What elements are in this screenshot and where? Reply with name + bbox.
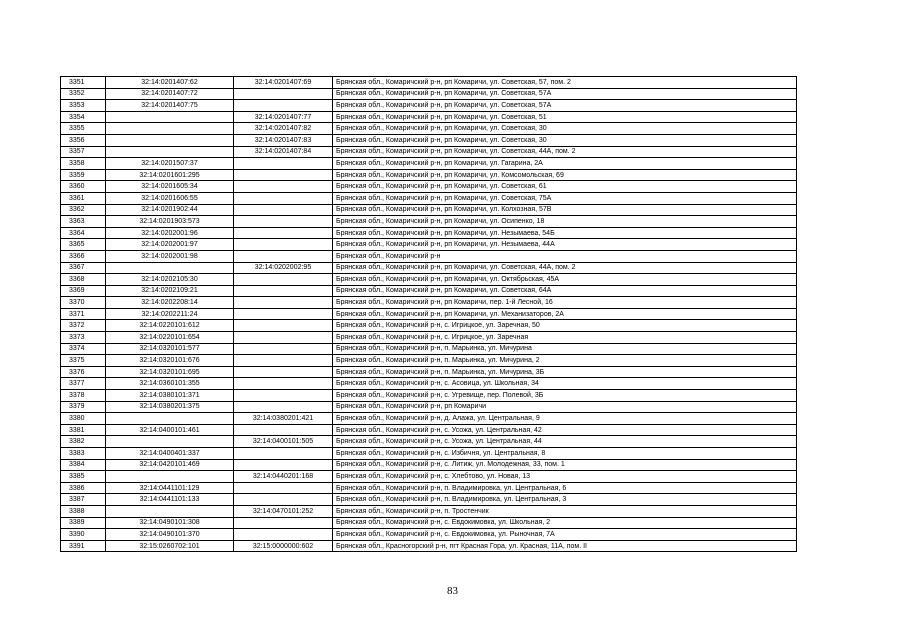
linked-cadastral-number-cell bbox=[234, 158, 333, 170]
cadastral-number-cell: 32:14:0201903:573 bbox=[106, 216, 234, 228]
address-cell: Брянская обл., Комаричский р-н, с. Угревище, пер. Полевой, 3Б bbox=[333, 390, 797, 402]
linked-cadastral-number-cell bbox=[234, 390, 333, 402]
table-row bbox=[61, 146, 797, 158]
linked-cadastral-number-cell bbox=[234, 274, 333, 286]
linked-cadastral-number-cell: 32:14:0201407:84 bbox=[234, 146, 333, 158]
row-number-cell: 3367 bbox=[61, 262, 106, 274]
cadastral-number-cell: 32:14:0400101:461 bbox=[106, 424, 234, 436]
cadastral-number-cell: 32:15:0260702:101 bbox=[106, 540, 234, 552]
cadastral-number-cell: 32:14:0202208:14 bbox=[106, 297, 234, 309]
row-number-cell: 3388 bbox=[61, 505, 106, 517]
table-row bbox=[61, 88, 797, 100]
address-cell: Брянская обл., Комаричский р-н, рп Комаричи, ул. Колхозная, 57В bbox=[333, 204, 797, 216]
cadastral-number-cell: 32:14:0201407:62 bbox=[106, 77, 234, 89]
row-number-cell: 3362 bbox=[61, 204, 106, 216]
cadastral-number-cell: 32:14:0360101:355 bbox=[106, 378, 234, 390]
table-row bbox=[61, 505, 797, 517]
address-cell: Брянская обл., Комаричский р-н, п. Марьинка, ул. Мичурина bbox=[333, 343, 797, 355]
address-cell: Брянская обл., Комаричский р-н, рп Комаричи, ул. Советская, 44А, пом. 2 bbox=[333, 262, 797, 274]
table-row bbox=[61, 378, 797, 390]
cadastral-number-cell bbox=[106, 134, 234, 146]
cadastral-number-cell: 32:14:0490101:308 bbox=[106, 517, 234, 529]
table-row bbox=[61, 262, 797, 274]
row-number-cell: 3372 bbox=[61, 320, 106, 332]
linked-cadastral-number-cell: 32:14:0440201:168 bbox=[234, 471, 333, 483]
table-row bbox=[61, 100, 797, 112]
cadastral-number-cell bbox=[106, 262, 234, 274]
cadastral-number-cell bbox=[106, 146, 234, 158]
address-cell: Брянская обл., Комаричский р-н, рп Комаричи, ул. Советская, 57, пом. 2 bbox=[333, 77, 797, 89]
address-cell: Брянская обл., Комаричский р-н, д. Алажа, ул. Центральная, 9 bbox=[333, 413, 797, 425]
row-number-cell: 3371 bbox=[61, 308, 106, 320]
cadastral-number-cell: 32:14:0201407:75 bbox=[106, 100, 234, 112]
address-cell: Брянская обл., Комаричский р-н, с. Избичня, ул. Центральная, 8 bbox=[333, 448, 797, 460]
linked-cadastral-number-cell bbox=[234, 424, 333, 436]
linked-cadastral-number-cell bbox=[234, 250, 333, 262]
table-row bbox=[61, 332, 797, 344]
row-number-cell: 3363 bbox=[61, 216, 106, 228]
linked-cadastral-number-cell bbox=[234, 494, 333, 506]
address-cell: Брянская обл., Комаричский р-н, рп Комаричи, ул. Советская, 57А bbox=[333, 100, 797, 112]
cadastral-number-cell: 32:14:0400401:337 bbox=[106, 448, 234, 460]
row-number-cell: 3377 bbox=[61, 378, 106, 390]
address-cell: Брянская обл., Комаричский р-н, с. Игрицкое, ул. Заречная bbox=[333, 332, 797, 344]
address-cell: Брянская обл., Комаричский р-н, с. Асовица, ул. Школьная, 34 bbox=[333, 378, 797, 390]
table-row bbox=[61, 424, 797, 436]
linked-cadastral-number-cell bbox=[234, 192, 333, 204]
address-cell: Брянская обл., Комаричский р-н, рп Комаричи, ул. Советская, 51 bbox=[333, 111, 797, 123]
cadastral-number-cell: 32:14:0490101:370 bbox=[106, 529, 234, 541]
table-row bbox=[61, 285, 797, 297]
cadastral-number-cell: 32:14:0201606:55 bbox=[106, 192, 234, 204]
linked-cadastral-number-cell bbox=[234, 169, 333, 181]
cadastral-number-cell: 32:14:0202001:97 bbox=[106, 239, 234, 251]
address-cell: Брянская обл., Комаричский р-н, с. Евдокимовка, ул. Рыночная, 7А bbox=[333, 529, 797, 541]
row-number-cell: 3376 bbox=[61, 366, 106, 378]
linked-cadastral-number-cell bbox=[234, 355, 333, 367]
row-number-cell: 3359 bbox=[61, 169, 106, 181]
table-row bbox=[61, 436, 797, 448]
row-number-cell: 3355 bbox=[61, 123, 106, 135]
cadastral-number-cell: 32:14:0320101:577 bbox=[106, 343, 234, 355]
row-number-cell: 3356 bbox=[61, 134, 106, 146]
cadastral-number-cell: 32:14:0380101:371 bbox=[106, 390, 234, 402]
row-number-cell: 3368 bbox=[61, 274, 106, 286]
linked-cadastral-number-cell bbox=[234, 227, 333, 239]
cadastral-number-cell: 32:14:0201605:34 bbox=[106, 181, 234, 193]
linked-cadastral-number-cell bbox=[234, 100, 333, 112]
address-cell: Брянская обл., Комаричский р-н, с. Хлебтово, ул. Новая, 13 bbox=[333, 471, 797, 483]
linked-cadastral-number-cell bbox=[234, 88, 333, 100]
address-cell: Брянская обл., Комаричский р-н bbox=[333, 250, 797, 262]
cadastral-number-cell: 32:14:0202109:21 bbox=[106, 285, 234, 297]
row-number-cell: 3387 bbox=[61, 494, 106, 506]
cadastral-number-cell bbox=[106, 436, 234, 448]
table-row bbox=[61, 366, 797, 378]
row-number-cell: 3369 bbox=[61, 285, 106, 297]
linked-cadastral-number-cell bbox=[234, 343, 333, 355]
table-row bbox=[61, 540, 797, 552]
linked-cadastral-number-cell: 32:14:0380201:421 bbox=[234, 413, 333, 425]
linked-cadastral-number-cell: 32:14:0470101:252 bbox=[234, 505, 333, 517]
cadastral-number-cell bbox=[106, 471, 234, 483]
table-row bbox=[61, 355, 797, 367]
cadastral-number-cell bbox=[106, 505, 234, 517]
address-cell: Брянская обл., Комаричский р-н, рп Комаричи, ул. Незымаева, 54Б bbox=[333, 227, 797, 239]
row-number-cell: 3378 bbox=[61, 390, 106, 402]
cadastral-number-cell: 32:14:0220101:654 bbox=[106, 332, 234, 344]
linked-cadastral-number-cell bbox=[234, 366, 333, 378]
row-number-cell: 3385 bbox=[61, 471, 106, 483]
page-number: 83 bbox=[447, 585, 458, 597]
table-row bbox=[61, 123, 797, 135]
address-cell: Брянская обл., Комаричский р-н, с. Литиж, ул. Молодежная, 33, пом. 1 bbox=[333, 459, 797, 471]
table-row bbox=[61, 239, 797, 251]
table-row bbox=[61, 169, 797, 181]
linked-cadastral-number-cell bbox=[234, 216, 333, 228]
address-cell: Брянская обл., Комаричский р-н, рп Комаричи, ул. Советская, 57А bbox=[333, 88, 797, 100]
address-cell: Брянская обл., Комаричский р-н, рп Комаричи, ул. Советская, 44А, пом. 2 bbox=[333, 146, 797, 158]
cadastral-number-cell bbox=[106, 123, 234, 135]
address-cell: Брянская обл., Комаричский р-н, рп Комаричи, ул. Механизаторов, 2А bbox=[333, 308, 797, 320]
linked-cadastral-number-cell: 32:14:0201407:69 bbox=[234, 77, 333, 89]
linked-cadastral-number-cell bbox=[234, 181, 333, 193]
linked-cadastral-number-cell bbox=[234, 401, 333, 413]
row-number-cell: 3358 bbox=[61, 158, 106, 170]
row-number-cell: 3381 bbox=[61, 424, 106, 436]
row-number-cell: 3374 bbox=[61, 343, 106, 355]
linked-cadastral-number-cell bbox=[234, 204, 333, 216]
linked-cadastral-number-cell bbox=[234, 448, 333, 460]
table-row bbox=[61, 204, 797, 216]
address-cell: Брянская обл., Комаричский р-н, с. Усожа, ул. Центральная, 42 bbox=[333, 424, 797, 436]
table-row bbox=[61, 216, 797, 228]
cadastral-number-cell: 32:14:0380201:375 bbox=[106, 401, 234, 413]
address-cell: Брянская обл., Комаричский р-н, рп Комаричи, ул. Гагарина, 2А bbox=[333, 158, 797, 170]
table-row bbox=[61, 158, 797, 170]
table-row bbox=[61, 134, 797, 146]
cadastral-number-cell: 32:14:0202001:96 bbox=[106, 227, 234, 239]
linked-cadastral-number-cell bbox=[234, 529, 333, 541]
cadastral-number-cell: 32:14:0202105:30 bbox=[106, 274, 234, 286]
linked-cadastral-number-cell: 32:15:0000000:602 bbox=[234, 540, 333, 552]
table-row bbox=[61, 448, 797, 460]
table-row bbox=[61, 274, 797, 286]
cadastral-number-cell: 32:14:0201407:72 bbox=[106, 88, 234, 100]
linked-cadastral-number-cell: 32:14:0201407:82 bbox=[234, 123, 333, 135]
address-cell: Брянская обл., Комаричский р-н, с. Усожа, ул. Центральная, 44 bbox=[333, 436, 797, 448]
linked-cadastral-number-cell bbox=[234, 285, 333, 297]
row-number-cell: 3360 bbox=[61, 181, 106, 193]
row-number-cell: 3391 bbox=[61, 540, 106, 552]
table-row bbox=[61, 227, 797, 239]
row-number-cell: 3370 bbox=[61, 297, 106, 309]
address-cell: Брянская обл., Комаричский р-н, рп Комаричи, ул. Советская, 30 bbox=[333, 134, 797, 146]
linked-cadastral-number-cell bbox=[234, 308, 333, 320]
row-number-cell: 3365 bbox=[61, 239, 106, 251]
linked-cadastral-number-cell bbox=[234, 459, 333, 471]
address-cell: Брянская обл., Комаричский р-н, с. Игрицкое, ул. Заречная, 50 bbox=[333, 320, 797, 332]
registry-table bbox=[60, 76, 797, 552]
row-number-cell: 3390 bbox=[61, 529, 106, 541]
cadastral-number-cell bbox=[106, 413, 234, 425]
address-cell: Брянская обл., Комаричский р-н, п. Марьинка, ул. Мичурина, 2 bbox=[333, 355, 797, 367]
linked-cadastral-number-cell bbox=[234, 239, 333, 251]
linked-cadastral-number-cell: 32:14:0201407:83 bbox=[234, 134, 333, 146]
address-cell: Брянская обл., Комаричский р-н, рп Комаричи, ул. Незымаева, 44А bbox=[333, 239, 797, 251]
linked-cadastral-number-cell: 32:14:0202002:95 bbox=[234, 262, 333, 274]
address-cell: Брянская обл., Комаричский р-н, рп Комаричи, ул. Октябрьская, 45А bbox=[333, 274, 797, 286]
row-number-cell: 3383 bbox=[61, 448, 106, 460]
row-number-cell: 3352 bbox=[61, 88, 106, 100]
table-row bbox=[61, 471, 797, 483]
table-row bbox=[61, 401, 797, 413]
cadastral-number-cell: 32:14:0441101:133 bbox=[106, 494, 234, 506]
address-cell: Брянская обл., Комаричский р-н, рп Комаричи, ул. Советская, 61 bbox=[333, 181, 797, 193]
cadastral-number-cell: 32:14:0201902:44 bbox=[106, 204, 234, 216]
row-number-cell: 3382 bbox=[61, 436, 106, 448]
table-row bbox=[61, 459, 797, 471]
table-row bbox=[61, 529, 797, 541]
row-number-cell: 3351 bbox=[61, 77, 106, 89]
row-number-cell: 3366 bbox=[61, 250, 106, 262]
row-number-cell: 3361 bbox=[61, 192, 106, 204]
table-row bbox=[61, 343, 797, 355]
linked-cadastral-number-cell bbox=[234, 482, 333, 494]
cadastral-number-cell: 32:14:0220101:612 bbox=[106, 320, 234, 332]
row-number-cell: 3380 bbox=[61, 413, 106, 425]
linked-cadastral-number-cell: 32:14:0201407:77 bbox=[234, 111, 333, 123]
row-number-cell: 3375 bbox=[61, 355, 106, 367]
address-cell: Брянская обл., Комаричский р-н, п. Владимировка, ул. Центральная, 6 bbox=[333, 482, 797, 494]
cadastral-number-cell: 32:14:0202211:24 bbox=[106, 308, 234, 320]
linked-cadastral-number-cell: 32:14:0400101:505 bbox=[234, 436, 333, 448]
table-row bbox=[61, 413, 797, 425]
table-row bbox=[61, 320, 797, 332]
linked-cadastral-number-cell bbox=[234, 378, 333, 390]
table-row bbox=[61, 192, 797, 204]
row-number-cell: 3386 bbox=[61, 482, 106, 494]
table-row bbox=[61, 390, 797, 402]
row-number-cell: 3364 bbox=[61, 227, 106, 239]
row-number-cell: 3389 bbox=[61, 517, 106, 529]
cadastral-number-cell: 32:14:0201601:295 bbox=[106, 169, 234, 181]
cadastral-number-cell: 32:14:0441101:129 bbox=[106, 482, 234, 494]
table-row bbox=[61, 250, 797, 262]
address-cell: Брянская обл., Комаричский р-н, с. Евдокимовка, ул. Школьная, 2 bbox=[333, 517, 797, 529]
address-cell: Брянская обл., Комаричский р-н, рп Комаричи, ул. Комсомольская, 69 bbox=[333, 169, 797, 181]
row-number-cell: 3353 bbox=[61, 100, 106, 112]
table-row bbox=[61, 494, 797, 506]
address-cell: Брянская обл., Красногорский р-н, пгт Красная Гора, ул. Красная, 11А, пом. II bbox=[333, 540, 797, 552]
linked-cadastral-number-cell bbox=[234, 320, 333, 332]
table-row bbox=[61, 111, 797, 123]
address-cell: Брянская обл., Комаричский р-н, рп Комаричи, ул. Советская, 64А bbox=[333, 285, 797, 297]
registry-table-body bbox=[61, 77, 797, 552]
address-cell: Брянская обл., Комаричский р-н, рп Комаричи, ул. Советская, 30 bbox=[333, 123, 797, 135]
cadastral-number-cell: 32:14:0320101:695 bbox=[106, 366, 234, 378]
table-row bbox=[61, 482, 797, 494]
address-cell: Брянская обл., Комаричский р-н, п. Владимировка, ул. Центральная, 3 bbox=[333, 494, 797, 506]
cadastral-number-cell: 32:14:0320101:676 bbox=[106, 355, 234, 367]
table-row bbox=[61, 181, 797, 193]
row-number-cell: 3379 bbox=[61, 401, 106, 413]
row-number-cell: 3354 bbox=[61, 111, 106, 123]
address-cell: Брянская обл., Комаричский р-н, п. Тростенчик bbox=[333, 505, 797, 517]
linked-cadastral-number-cell bbox=[234, 297, 333, 309]
row-number-cell: 3373 bbox=[61, 332, 106, 344]
address-cell: Брянская обл., Комаричский р-н, рп Комаричи, ул. Осипенко, 18 bbox=[333, 216, 797, 228]
cadastral-number-cell bbox=[106, 111, 234, 123]
address-cell: Брянская обл., Комаричский р-н, рп Комаричи, пер. 1-й Лесной, 16 bbox=[333, 297, 797, 309]
table-row bbox=[61, 297, 797, 309]
table-row bbox=[61, 517, 797, 529]
row-number-cell: 3384 bbox=[61, 459, 106, 471]
table-row bbox=[61, 77, 797, 89]
address-cell: Брянская обл., Комаричский р-н, рп Комаричи, ул. Советская, 75А bbox=[333, 192, 797, 204]
address-cell: Брянская обл., Комаричский р-н, п. Марьинка, ул. Мичурина, 3Б bbox=[333, 366, 797, 378]
cadastral-number-cell: 32:14:0420101:469 bbox=[106, 459, 234, 471]
cadastral-number-cell: 32:14:0202001:98 bbox=[106, 250, 234, 262]
cadastral-number-cell: 32:14:0201507:37 bbox=[106, 158, 234, 170]
linked-cadastral-number-cell bbox=[234, 332, 333, 344]
row-number-cell: 3357 bbox=[61, 146, 106, 158]
linked-cadastral-number-cell bbox=[234, 517, 333, 529]
table-row bbox=[61, 308, 797, 320]
address-cell: Брянская обл., Комаричский р-н, рп Комаричи bbox=[333, 401, 797, 413]
